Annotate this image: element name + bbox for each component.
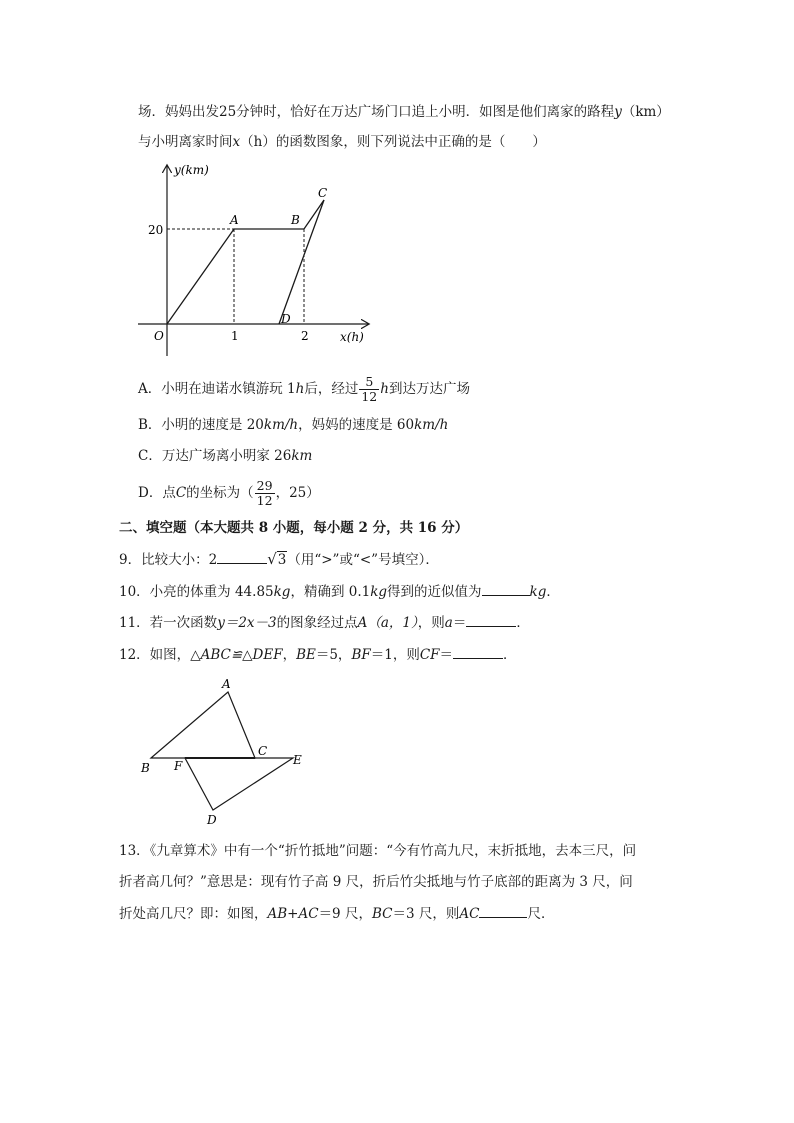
fraction-numerator: 29 — [256, 478, 273, 493]
q13-text-1: 13．《九章算术》中有一个“折竹抵地”问题：“今有竹高九尺，末折抵地，去本三尺，问 — [119, 843, 637, 859]
q12-bf: BF — [351, 647, 371, 663]
label-b: B — [141, 761, 150, 775]
question-11 — [119, 612, 530, 633]
y-tick-20: 20 — [148, 223, 164, 237]
label-c: C — [258, 744, 268, 758]
x-axis-label: x(h) — [340, 330, 364, 344]
option-d-var: C — [175, 485, 187, 501]
option-d-mid: 的坐标为（ — [186, 485, 254, 501]
option-a-mid: 后，经过 — [304, 381, 359, 397]
q9-answer-blank[interactable] — [217, 549, 267, 564]
option-a-text: A．小明在迪诺水镇游玩 1 — [138, 381, 296, 397]
q12-comma: ， — [282, 647, 297, 663]
x-tick-1: 1 — [231, 329, 239, 343]
q10-mid2: 得到的近似值为 — [387, 584, 482, 600]
intro-text-2b: 的函数图象，则下列说法中正确的是（ ） — [275, 134, 546, 150]
function-graph — [130, 158, 380, 363]
q11-mid: 的图象经过点 — [276, 615, 358, 631]
q10-mid: ，精确到 0.1 — [290, 584, 371, 600]
q12-cf-eq: ＝ — [439, 647, 454, 663]
option-a-unit: h — [295, 381, 305, 397]
q13-answer-blank[interactable] — [479, 903, 527, 918]
intro-line-1 — [138, 102, 670, 122]
q13-ab-ac: AB+AC — [267, 906, 319, 922]
q13-bc: BC — [371, 906, 393, 922]
question-10 — [119, 581, 560, 602]
intro-text-2a: 与小明离家时间 — [138, 134, 233, 150]
option-a-unit2: h — [380, 381, 389, 397]
label-e: E — [293, 753, 302, 767]
q9-suffix: （用“>”或“<”号填空）． — [287, 552, 439, 568]
question-9 — [119, 549, 439, 570]
option-b-unit2: km/h — [414, 417, 449, 433]
point-d-label: D — [281, 312, 291, 326]
option-d-text: D．点 — [138, 485, 176, 501]
intro-var-y: y — [614, 104, 622, 120]
point-c-label: C — [318, 186, 328, 200]
q11-equation: y＝2x－3 — [217, 615, 277, 631]
triangles-figure — [135, 672, 315, 832]
question-13-line-2 — [119, 872, 633, 892]
option-c-text: C．万达广场离小明家 26 — [138, 448, 292, 464]
q12-be-val: ＝5， — [315, 647, 352, 663]
label-a: A — [222, 677, 231, 691]
intro-line-2 — [138, 132, 546, 152]
q10-unit3: kg — [529, 584, 547, 600]
q10-unit1: kg — [273, 584, 291, 600]
triangle-def — [185, 758, 293, 810]
x-tick-2: 2 — [301, 329, 309, 343]
intro-unit-km: （km） — [621, 104, 670, 120]
q11-answer-blank[interactable] — [466, 612, 516, 627]
point-a-label: A — [230, 213, 239, 227]
fraction-denominator: 12 — [361, 389, 378, 404]
option-d-fraction — [255, 479, 275, 508]
origin-label: O — [154, 329, 164, 343]
question-13-line-1 — [119, 841, 636, 861]
q12-congruence: △ABC≌△DEF — [190, 647, 283, 663]
q13-text-3b: ＝9 尺， — [318, 906, 372, 922]
q10-end: ． — [546, 584, 560, 600]
option-d — [138, 479, 320, 508]
q13-text-3c: ＝3 尺，则 — [392, 906, 460, 922]
q11-mid2: ，则 — [417, 615, 445, 631]
q11-eq: ＝ — [452, 615, 467, 631]
fraction-numerator: 5 — [359, 375, 379, 390]
xiaoming-path — [167, 200, 324, 324]
q11-var: a — [444, 615, 453, 631]
q12-be: BE — [296, 647, 316, 663]
option-a-suffix: 到达万达广场 — [388, 381, 470, 397]
intro-unit-h: （h） — [240, 134, 276, 150]
point-b-label: B — [291, 213, 300, 227]
q13-ac: AC — [459, 906, 480, 922]
q10-answer-blank[interactable] — [482, 581, 530, 596]
option-b-text: B．小明的速度是 20 — [138, 417, 264, 433]
q11-prefix: 11．若一次函数 — [119, 615, 218, 631]
q9-prefix: 9．比较大小：2 — [119, 552, 218, 568]
question-12 — [119, 644, 517, 665]
q12-bf-val: ＝1，则 — [370, 647, 420, 663]
triangle-abc — [151, 692, 255, 758]
question-13-line-3 — [119, 903, 554, 924]
q11-end: ． — [516, 615, 530, 631]
intro-text-1: 场．妈妈出发25分钟时，恰好在万达广场门口追上小明．如图是他们离家的路程 — [138, 104, 615, 120]
q13-text-2: 折者高几何？”意思是：现有竹子高 9 尺，折后竹尖抵地与竹子底部的距离为 3 尺，问 — [119, 874, 633, 890]
label-d: D — [207, 813, 217, 827]
label-f: F — [174, 759, 183, 773]
option-d-suffix: ，25） — [275, 485, 320, 501]
q13-text-3d: 尺． — [527, 906, 555, 922]
option-c — [138, 446, 312, 466]
q10-prefix: 10．小亮的体重为 44.85 — [119, 584, 274, 600]
fraction-denominator: 12 — [256, 493, 273, 508]
q12-answer-blank[interactable] — [453, 644, 503, 659]
option-b-mid: ，妈妈的速度是 60 — [298, 417, 415, 433]
q9-radicand: 3 — [277, 552, 287, 568]
option-b-unit1: km/h — [263, 417, 299, 433]
y-axis-label: y(km) — [174, 163, 209, 177]
option-b — [138, 415, 448, 435]
q12-cf: CF — [419, 647, 440, 663]
q12-end: ． — [503, 647, 517, 663]
section-title-text: 二、填空题（本大题共 8 小题，每小题 2 分，共 16 分） — [119, 520, 469, 536]
option-a-fraction — [359, 375, 379, 404]
q9-sqrt: √3 — [267, 550, 287, 568]
intro-var-x: x — [232, 134, 241, 150]
q12-prefix: 12．如图， — [119, 647, 191, 663]
option-a — [138, 375, 470, 404]
option-c-unit: km — [291, 448, 313, 464]
q10-unit2: kg — [370, 584, 388, 600]
mother-path — [279, 200, 324, 324]
q11-point: A（a，1） — [357, 615, 418, 631]
q13-text-3a: 折处高几尺？即：如图， — [119, 906, 268, 922]
section-title — [119, 518, 468, 538]
